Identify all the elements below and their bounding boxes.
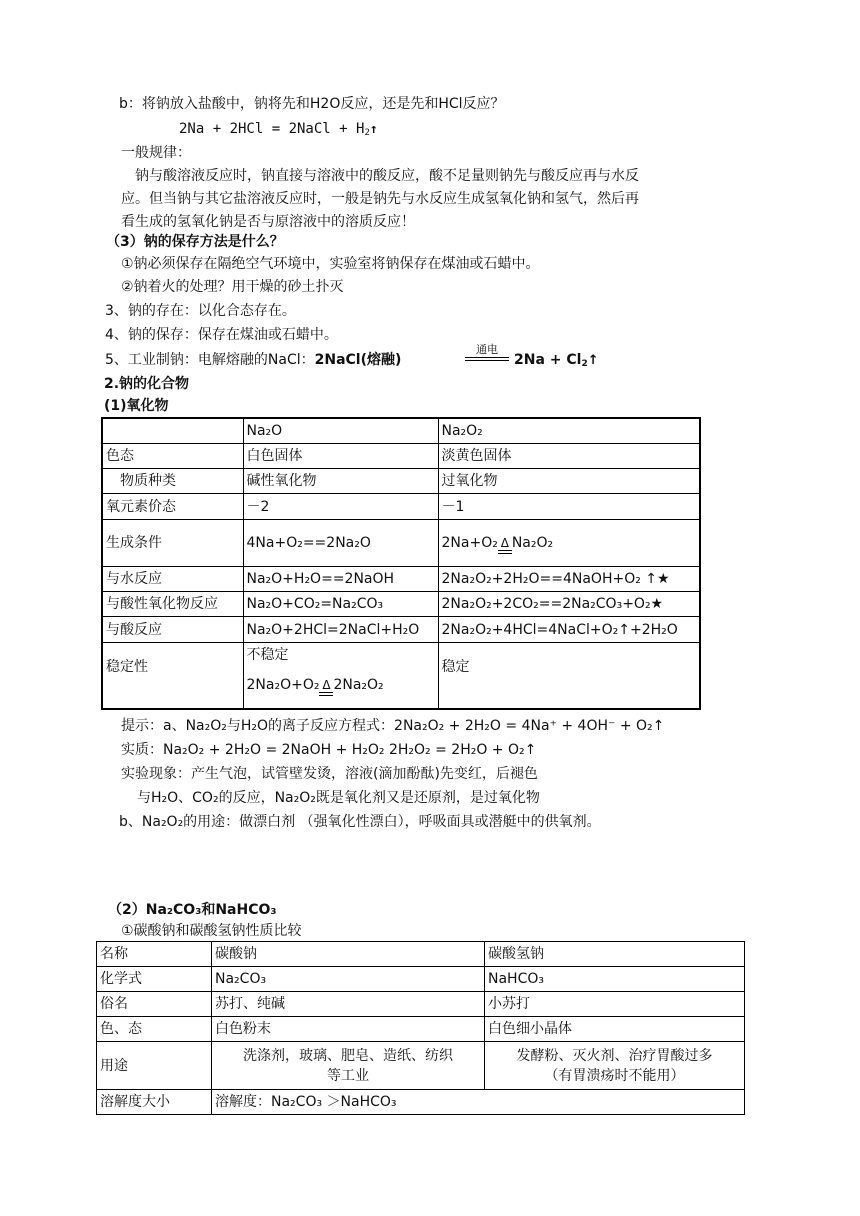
- tip-role: 与H₂O、CO₂的反应，Na₂O₂既是氧化剂又是还原剂，是过氧化物: [137, 790, 540, 806]
- tip-b: b、Na₂O₂的用途：做漂白剂 （强氧化性漂白），呼吸面具或潜艇中的供氧剂。: [119, 814, 601, 830]
- table-row: [102, 520, 700, 567]
- stability-equation: 2Na₂O+O₂ Δ 2Na₂O₂: [247, 675, 435, 696]
- table-cell: [438, 520, 700, 567]
- condition-label: 通电: [476, 343, 498, 356]
- table-cell: 碳酸氢钠: [485, 942, 745, 967]
- oxides-heading: (1)氧化物: [104, 398, 169, 414]
- row-label: 物质种类: [102, 469, 243, 494]
- heat-condition-icon: Δ: [319, 679, 333, 696]
- heat-condition-icon: Δ: [498, 537, 512, 554]
- table-cell: 2Na₂O₂+2CO₂==2Na₂CO₃+O₂★: [438, 592, 700, 617]
- table-row: [102, 494, 700, 520]
- carbonates-subheading: ①碳酸钠和碳酸氢钠性质比较: [121, 923, 302, 939]
- point-5: [105, 350, 401, 370]
- point-4: 4、钠的保存：保存在煤油或石蜡中。: [105, 327, 338, 343]
- table-cell: 白色细小晶体: [485, 1017, 745, 1042]
- table-cell: －1: [438, 494, 700, 520]
- table-row: [97, 967, 745, 992]
- equation-subscript: 2: [364, 128, 370, 138]
- row-label: 与酸性氧化物反应: [102, 592, 243, 617]
- product-text: 2Na + Cl: [514, 352, 582, 368]
- table-row: [102, 567, 700, 592]
- tip-essence: 实质：Na₂O₂ + 2H₂O = 2NaOH + H₂O₂ 2H₂O₂ = 2H₂O + O₂↑: [121, 742, 537, 758]
- table-row: [97, 992, 745, 1017]
- product-subscript: 2: [581, 359, 588, 369]
- point-3: 3、钠的存在：以化合态存在。: [105, 303, 296, 319]
- electrolysis-product: [514, 350, 599, 371]
- row-label: 与水反应: [102, 567, 243, 592]
- row-label: 色态: [102, 444, 243, 469]
- table-cell: Na₂CO₃: [212, 967, 485, 992]
- table-cell: 2Na₂O₂+2H₂O==4NaOH+O₂ ↑★: [438, 567, 700, 592]
- row-label: 与酸反应: [102, 617, 243, 643]
- table-row: [102, 444, 700, 469]
- table-cell: 白色粉末: [212, 1017, 485, 1042]
- table-row: [97, 1042, 745, 1090]
- carbonate-table: [96, 941, 745, 1115]
- table-row: [97, 1017, 745, 1042]
- table-cell: 溶解度：Na₂CO₃ ＞NaHCO₃: [212, 1090, 745, 1115]
- section3-heading: （3）钠的保存方法是什么？: [106, 234, 284, 250]
- electrolysis-condition: [465, 343, 509, 363]
- table-cell: 2Na₂O₂+4HCl=4NaCl+O₂↑+2H₂O: [438, 617, 700, 643]
- section3-item-2: ②钠着火的处理？用干燥的砂土扑灭: [121, 279, 344, 295]
- table-row: [97, 942, 745, 967]
- oxide-table: [101, 417, 701, 710]
- table-cell: 苏打、纯碱: [212, 992, 485, 1017]
- table-cell: [102, 418, 243, 444]
- gas-arrow-icon: ↑: [587, 353, 599, 368]
- table-cell: 洗涤剂，玻璃、肥皂、造纸、纺织 等工业: [212, 1042, 485, 1090]
- row-label: 名称: [97, 942, 212, 967]
- rule-line-3: 看生成的氢氧化钠是否与原溶液中的溶质反应！: [121, 214, 415, 230]
- row-label: 稳定性: [102, 643, 243, 709]
- table-cell: [243, 643, 438, 709]
- table-cell: 发酵粉、灭火剂、治疗胃酸过多 （有胃溃疡时不能用）: [485, 1042, 745, 1090]
- equation-na-hcl: [179, 119, 378, 140]
- formula-part: 2Na+O₂: [441, 534, 498, 551]
- section2-heading: 2.钠的化合物: [104, 376, 190, 392]
- table-row: [102, 643, 700, 709]
- row-label: 溶解度大小: [97, 1090, 212, 1115]
- table-row: [97, 1090, 745, 1115]
- row-label: 色、态: [97, 1017, 212, 1042]
- row-label: 化学式: [97, 967, 212, 992]
- table-row: [102, 592, 700, 617]
- point-5-prefix: 5、工业制钠：电解熔融的NaCl：: [105, 352, 315, 368]
- table-cell: Na₂O₂: [438, 418, 700, 444]
- table-cell: Na₂O: [243, 418, 438, 444]
- table-cell: NaHCO₃: [485, 967, 745, 992]
- table-cell: －2: [243, 494, 438, 520]
- table-cell: 稳定: [438, 643, 700, 709]
- formula-part: Na₂O₂: [511, 534, 554, 551]
- table-cell: 淡黄色固体: [438, 444, 700, 469]
- tip-phenomenon: 实验现象：产生气泡，试管壁发烫，溶液(滴加酚酞)先变红，后褪色: [121, 766, 538, 782]
- table-row: [102, 469, 700, 494]
- stability-text: 不稳定: [246, 647, 289, 663]
- rule-line-1: 钠与酸溶液反应时，钠直接与溶液中的酸反应，酸不足量则钠先与酸反应再与水反: [135, 168, 639, 184]
- row-label: 用途: [97, 1042, 212, 1090]
- table-cell: 过氧化物: [438, 469, 700, 494]
- table-cell: 白色固体: [243, 444, 438, 469]
- table-cell: 4Na+O₂==2Na₂O: [243, 520, 438, 567]
- table-cell: 碳酸钠: [212, 942, 485, 967]
- table-cell: Na₂O+2HCl=2NaCl+H₂O: [243, 617, 438, 643]
- row-label: 生成条件: [102, 520, 243, 567]
- double-line-icon: [465, 357, 509, 361]
- table-cell: Na₂O+H₂O==2NaOH: [243, 567, 438, 592]
- equation-text: 2Na + 2HCl = 2NaCl + H: [179, 121, 365, 137]
- rule-label: 一般规律：: [121, 145, 191, 161]
- table-row: [102, 617, 700, 643]
- carbonates-heading: （2）Na₂CO₃和NaHCO₃: [108, 902, 277, 918]
- table-cell: 小苏打: [485, 992, 745, 1017]
- section3-item-1: ①钠必须保存在隔绝空气环境中，实验室将钠保存在煤油或石蜡中。: [121, 256, 540, 272]
- table-cell: 碱性氧化物: [243, 469, 438, 494]
- question-b: b：将钠放入盐酸中，钠将先和H2O反应，还是先和HCl反应？: [119, 96, 505, 112]
- electrolysis-reactant: 2NaCl(熔融): [314, 352, 402, 368]
- row-label: 氧元素价态: [102, 494, 243, 520]
- tip-a: 提示：a、Na₂O₂与H₂O的离子反应方程式：2Na₂O₂ + 2H₂O = 4Na⁺ + 4OH⁻ + O₂↑: [121, 718, 665, 734]
- table-cell: Na₂O+CO₂=Na₂CO₃: [243, 592, 438, 617]
- gas-arrow-icon: ↑: [369, 122, 378, 137]
- rule-line-2: 应。但当钠与其它盐溶液反应时，一般是钠先与水反应生成氢氧化钠和氢气，然后再: [121, 191, 639, 207]
- table-row: [102, 418, 700, 444]
- row-label: 俗名: [97, 992, 212, 1017]
